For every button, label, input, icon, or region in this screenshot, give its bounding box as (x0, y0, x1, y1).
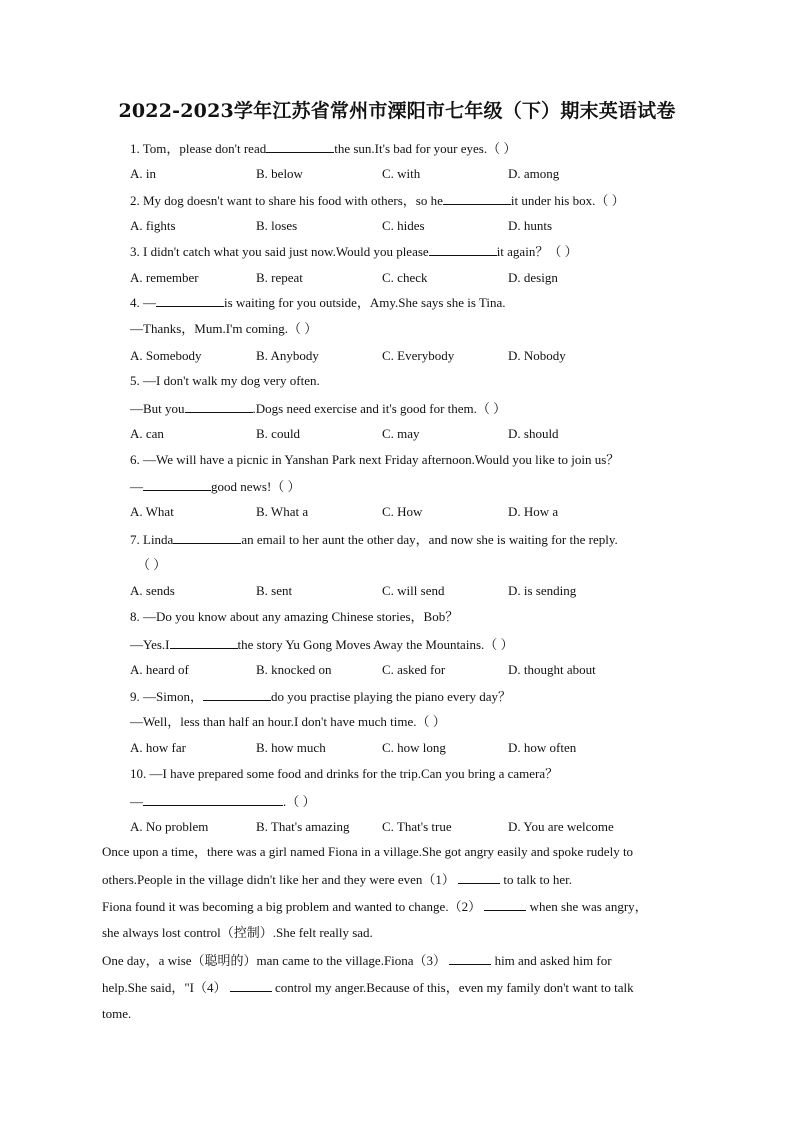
passage-text: she always lost control（控制）.She felt really sad. (102, 925, 373, 940)
option-b: B. repeat (256, 270, 303, 285)
passage-line (102, 952, 612, 969)
option-c: C. How (382, 504, 423, 519)
question-text: an email to her aunt the other day，and now she is waiting for the reply. (241, 532, 618, 547)
question-text: 7. Linda (130, 532, 174, 547)
question-text: good news!（ ） (211, 479, 301, 494)
cloze-blank (484, 898, 526, 911)
passage-line (102, 925, 373, 941)
passage-text: control my anger.Because of this，even my family don't want to talk (274, 980, 634, 995)
question-4-line (130, 294, 506, 311)
option-c: C. That's true (382, 819, 452, 834)
question-text: 3. I didn't catch what you said just now.Would you please (130, 244, 429, 259)
option-d: D. You are welcome (508, 819, 614, 834)
cloze-blank (458, 871, 500, 884)
question-2-line (130, 192, 625, 209)
passage-text: help.She said，"I（4） (102, 980, 227, 995)
question-text: —Well，less than half an hour.I don't have much time.（ ） (130, 714, 446, 729)
question-10-line (130, 766, 558, 782)
question-text: —Yes.I (130, 637, 170, 652)
option-d: D. should (508, 426, 559, 441)
option-d: D. how often (508, 740, 577, 755)
passage-line (102, 979, 634, 996)
option-d: D. Nobody (508, 348, 566, 363)
answer-blank (429, 243, 497, 256)
cloze-blank (230, 979, 272, 992)
answer-blank (173, 531, 241, 544)
answer-blank (143, 793, 283, 806)
passage-line (102, 871, 572, 888)
question-4-line (130, 321, 317, 337)
passage-text: him and asked him for (494, 953, 612, 968)
question-7-line (137, 557, 166, 573)
option-d: D. is sending (508, 583, 577, 598)
option-b: B. Anybody (256, 348, 319, 363)
answer-blank (443, 192, 511, 205)
question-6-line (130, 452, 619, 468)
question-text: it again？（ ） (496, 244, 578, 259)
question-9-line (130, 714, 446, 730)
answer-blank (156, 294, 224, 307)
option-b: B. knocked on (256, 662, 332, 677)
passage-text: Once upon a time，there was a girl named Fiona in a village.She got angry easily and spoke rudely to (102, 844, 634, 859)
question-text: it under his box.（ ） (510, 193, 625, 208)
question-text: is waiting for you outside，Amy.She says she is Tina. (224, 295, 506, 310)
passage-text: to talk to her. (503, 872, 572, 887)
option-d: D. design (508, 270, 558, 285)
option-a: A. in (130, 166, 156, 181)
cloze-blank (449, 952, 491, 965)
answer-blank (170, 636, 238, 649)
answer-blank (185, 400, 253, 413)
option-b: B. sent (256, 583, 293, 598)
answer-blank (143, 478, 211, 491)
question-text: 4. — (130, 295, 156, 310)
question-5-line (130, 400, 506, 417)
option-b: B. how much (256, 740, 326, 755)
question-text: the sun.It's bad for your eyes.（ ） (334, 141, 517, 156)
option-c: C. with (382, 166, 421, 181)
question-text: do you practise playing the piano every day？ (270, 689, 512, 704)
option-a: A. how far (130, 740, 186, 755)
option-b: B. What a (256, 504, 309, 519)
question-3-line (130, 243, 578, 260)
question-text: the story Yu Gong Moves Away the Mountains.（ ） (237, 637, 514, 652)
passage-text: tome. (102, 1006, 132, 1021)
question-text: — (130, 794, 143, 809)
option-d: D. among (508, 166, 560, 181)
option-a: A. can (130, 426, 164, 441)
question-text: .（ ） (283, 794, 316, 809)
option-b: B. loses (256, 218, 298, 233)
question-1-line (130, 140, 516, 157)
option-d: D. hunts (508, 218, 553, 233)
option-d: D. How a (508, 504, 559, 519)
question-5-line (130, 373, 320, 389)
option-a: A. What (130, 504, 174, 519)
question-text: —But you (130, 401, 185, 416)
option-d: D. thought about (508, 662, 596, 677)
option-a: A. heard of (130, 662, 189, 677)
question-text: 5. —I don't walk my dog very often. (130, 373, 320, 388)
question-text: 2. My dog doesn't want to share his food with others，so he (130, 193, 443, 208)
option-c: C. Everybody (382, 348, 455, 363)
option-c: C. hides (382, 218, 425, 233)
option-c: C. will send (382, 583, 445, 598)
option-c: C. how long (382, 740, 446, 755)
passage-text: when she was angry， (529, 899, 648, 914)
question-text: .Dogs need exercise and it's good for them.（ ） (252, 401, 507, 416)
question-8-line (130, 609, 458, 625)
option-a: A. sends (130, 583, 175, 598)
question-text: 6. —We will have a picnic in Yanshan Park next Friday afternoon.Would you like to join us？ (130, 452, 620, 467)
passage-text: One day，a wise（聪明的）man came to the village.Fiona（3） (102, 953, 447, 968)
question-7-line (130, 531, 618, 548)
question-text: —Thanks，Mum.I'm coming.（ ） (130, 321, 318, 336)
question-9-line (130, 688, 511, 705)
passage-text: Fiona found it was becoming a big problem and wanted to change.（2） (102, 899, 482, 914)
question-6-line (130, 478, 301, 495)
passage-text: others.People in the village didn't like her and they were even（1） (102, 872, 455, 887)
option-c: C. asked for (382, 662, 446, 677)
question-text: 1. Tom，please don't read (130, 141, 267, 156)
option-a: A. fights (130, 218, 176, 233)
question-8-line (130, 636, 514, 653)
question-text: — (130, 479, 143, 494)
question-text: （ ） (137, 557, 167, 572)
option-a: A. Somebody (130, 348, 202, 363)
option-b: B. below (256, 166, 303, 181)
question-10-line (130, 793, 316, 810)
answer-blank (266, 140, 334, 153)
option-b: B. That's amazing (256, 819, 350, 834)
option-a: A. remember (130, 270, 199, 285)
option-a: A. No problem (130, 819, 209, 834)
passage-line (102, 844, 633, 860)
question-text: 10. —I have prepared some food and drinks for the trip.Can you bring a camera？ (130, 766, 559, 781)
page-title: 2022-2023学年江苏省常州市溧阳市七年级（下）期末英语试卷 (118, 100, 676, 122)
passage-line (102, 1006, 131, 1022)
answer-blank (203, 688, 271, 701)
option-b: B. could (256, 426, 301, 441)
question-text: 8. —Do you know about any amazing Chinese stories，Bob？ (130, 609, 459, 624)
question-text: 9. —Simon， (130, 689, 203, 704)
passage-line (102, 898, 648, 915)
option-c: C. may (382, 426, 420, 441)
option-c: C. check (382, 270, 428, 285)
